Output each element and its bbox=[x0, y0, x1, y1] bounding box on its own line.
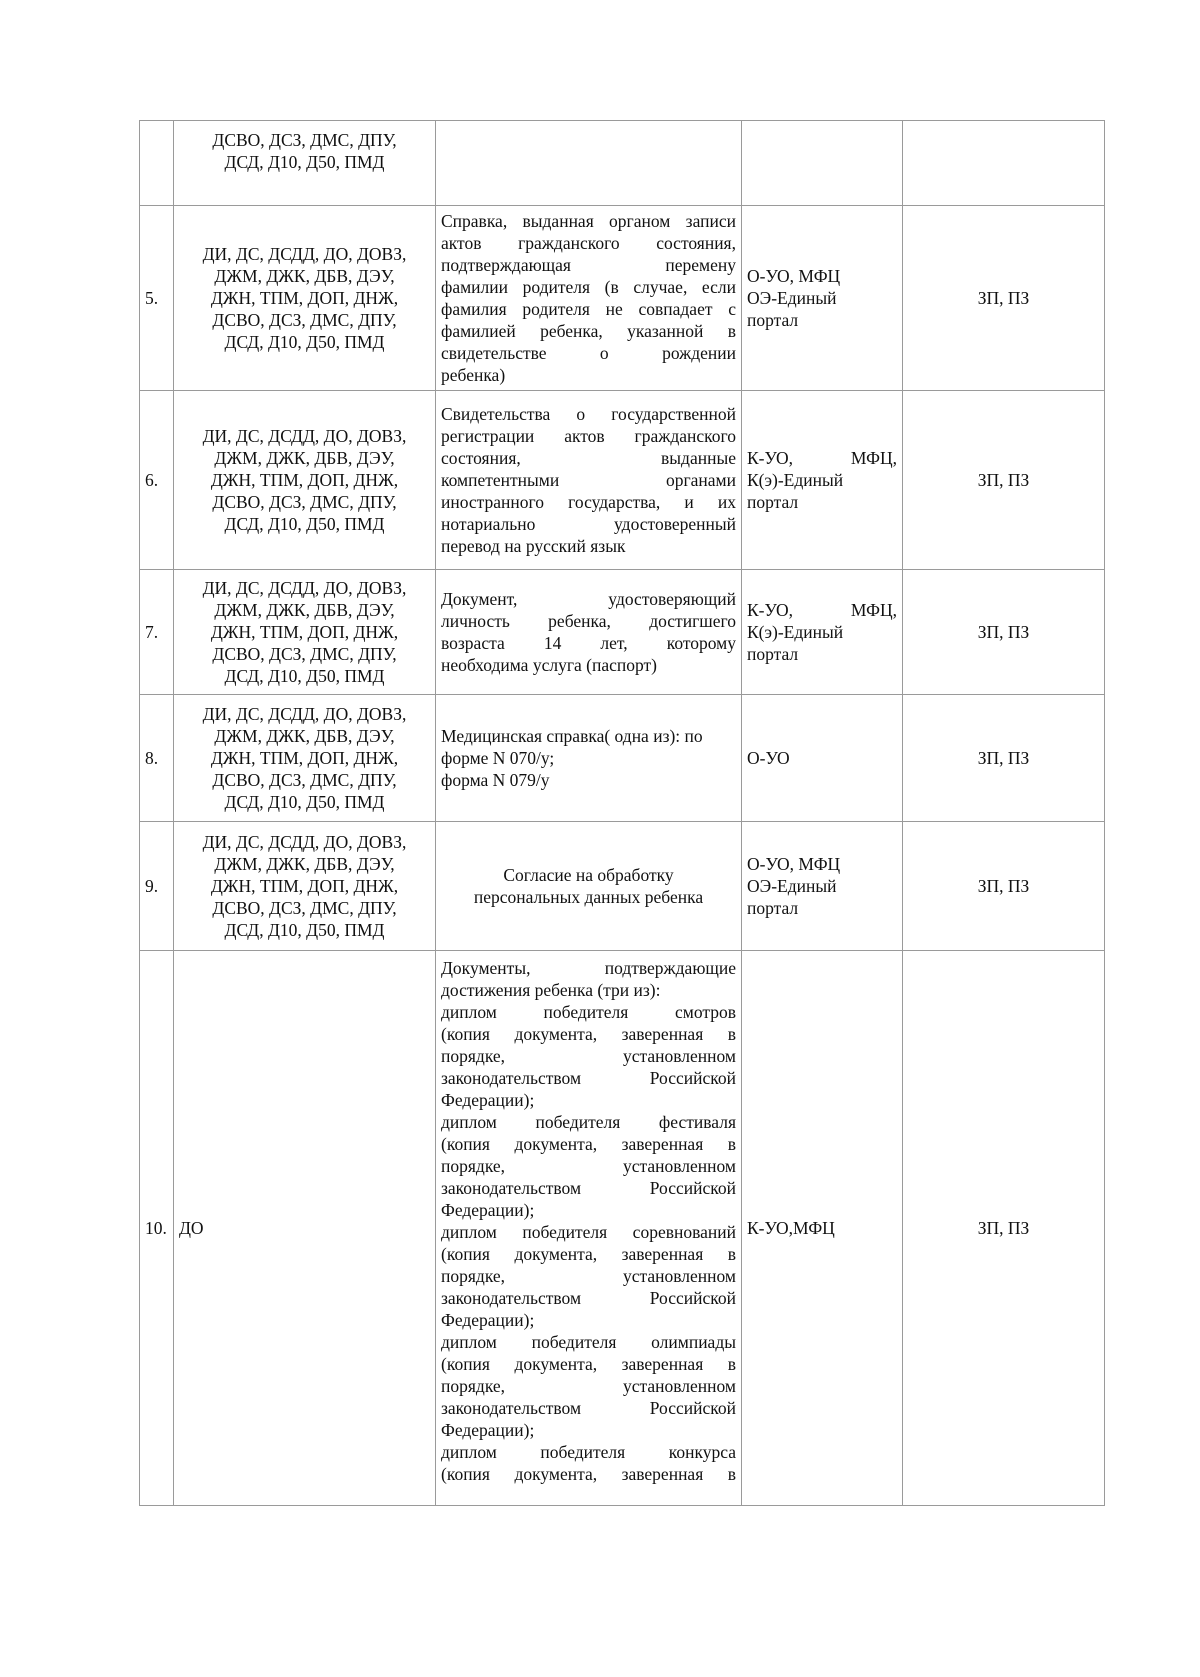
row-number: 8. bbox=[140, 695, 174, 822]
table-row bbox=[140, 822, 1105, 951]
return-cell: ЗП, ПЗ bbox=[903, 695, 1105, 822]
table-row bbox=[140, 206, 1105, 391]
row-number: 5. bbox=[140, 206, 174, 391]
category-cell: ДИ, ДС, ДСДД, ДО, ДОВЗ, ДЖМ, ДЖК, ДБВ, ДЭУ, ДЖН, ТПМ, ДОП, ДНЖ, ДСВО, ДСЗ, ДМС, ДПУ, ДСД, Д10, Д50, ПМД bbox=[174, 391, 436, 570]
return-cell: ЗП, ПЗ bbox=[903, 570, 1105, 695]
table-row bbox=[140, 695, 1105, 822]
return-cell: ЗП, ПЗ bbox=[903, 951, 1105, 1506]
row-number bbox=[140, 121, 174, 206]
table-row bbox=[140, 570, 1105, 695]
document-cell: Согласие на обработку персональных данных ребенка bbox=[436, 822, 742, 951]
row-number: 6. bbox=[140, 391, 174, 570]
category-cell: ДИ, ДС, ДСДД, ДО, ДОВЗ, ДЖМ, ДЖК, ДБВ, ДЭУ, ДЖН, ТПМ, ДОП, ДНЖ, ДСВО, ДСЗ, ДМС, ДПУ, ДСД, Д10, Д50, ПМД bbox=[174, 822, 436, 951]
table-row bbox=[140, 391, 1105, 570]
category-cell: ДСВО, ДСЗ, ДМС, ДПУ, ДСД, Д10, Д50, ПМД bbox=[174, 121, 436, 206]
table-row bbox=[140, 121, 1105, 206]
category-cell: ДИ, ДС, ДСДД, ДО, ДОВЗ, ДЖМ, ДЖК, ДБВ, ДЭУ, ДЖН, ТПМ, ДОП, ДНЖ, ДСВО, ДСЗ, ДМС, ДПУ, ДСД, Д10, Д50, ПМД bbox=[174, 570, 436, 695]
document-cell bbox=[436, 121, 742, 206]
document-cell: Справка, выданная органом записи актов гражданского состояния, подтверждающая перемену фамилии родителя (в случае, если фамилия родителя не совпадает с фамилией ребенка, указанной в свидетельстве о рождении ребенка) bbox=[436, 206, 742, 391]
submission-cell: К-УО, МФЦ, К(э)-Единый портал bbox=[742, 391, 903, 570]
row-number: 10. bbox=[140, 951, 174, 1506]
category-cell: ДИ, ДС, ДСДД, ДО, ДОВЗ, ДЖМ, ДЖК, ДБВ, ДЭУ, ДЖН, ТПМ, ДОП, ДНЖ, ДСВО, ДСЗ, ДМС, ДПУ, ДСД, Д10, Д50, ПМД bbox=[174, 206, 436, 391]
submission-cell bbox=[742, 121, 903, 206]
return-cell: ЗП, ПЗ bbox=[903, 391, 1105, 570]
document-cell: Свидетельства о государственной регистрации актов гражданского состояния, выданные компетентными органами иностранного государства, и их нотариально удостоверенный перевод на русский язык bbox=[436, 391, 742, 570]
submission-cell: О-УО, МФЦ ОЭ-Единый портал bbox=[742, 206, 903, 391]
document-cell: Документы, подтверждающие достижения ребенка (три из): диплом победителя смотров (копия документа, заверенная в порядке, установленном законодательством Российской Федерации); диплом победителя фестиваля (копия документа, заверенная в порядке, установленном законодательством Российской Федерации); диплом победителя соревнований (копия документа, заверенная в порядке, установленном законодательством Российской Федерации); диплом победителя олимпиады (копия документа, заверенная в порядке, установленном законодательством Российской Федерации); диплом победителя конкурса (копия документа, заверенная в bbox=[436, 951, 742, 1506]
submission-cell: О-УО, МФЦ ОЭ-Единый портал bbox=[742, 822, 903, 951]
row-number: 7. bbox=[140, 570, 174, 695]
row-number: 9. bbox=[140, 822, 174, 951]
return-cell: ЗП, ПЗ bbox=[903, 206, 1105, 391]
table-row bbox=[140, 951, 1105, 1506]
return-cell bbox=[903, 121, 1105, 206]
documents-table bbox=[139, 120, 1105, 1506]
submission-cell: К-УО, МФЦ, К(э)-Единый портал bbox=[742, 570, 903, 695]
category-cell: ДО bbox=[174, 951, 436, 1506]
submission-cell: К-УО,МФЦ bbox=[742, 951, 903, 1506]
document-cell: Документ, удостоверяющий личность ребенка, достигшего возраста 14 лет, которому необходима услуга (паспорт) bbox=[436, 570, 742, 695]
submission-cell: О-УО bbox=[742, 695, 903, 822]
return-cell: ЗП, ПЗ bbox=[903, 822, 1105, 951]
document-cell: Медицинская справка( одна из): по форме N 070/у; форма N 079/у bbox=[436, 695, 742, 822]
category-cell: ДИ, ДС, ДСДД, ДО, ДОВЗ, ДЖМ, ДЖК, ДБВ, ДЭУ, ДЖН, ТПМ, ДОП, ДНЖ, ДСВО, ДСЗ, ДМС, ДПУ, ДСД, Д10, Д50, ПМД bbox=[174, 695, 436, 822]
